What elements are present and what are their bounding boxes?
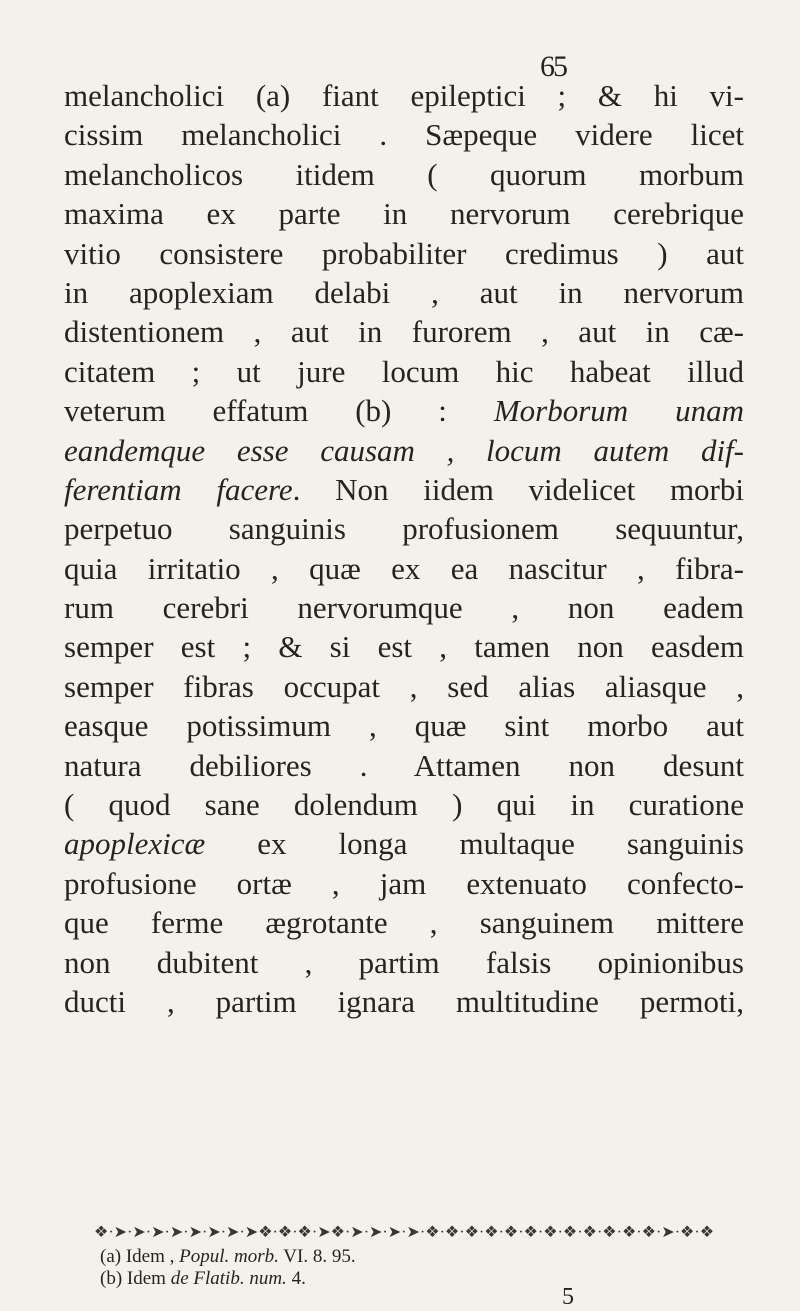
text-line [64,549,744,588]
text-line [64,627,744,666]
text-line-segment: ex longa multaque sanguinis [205,826,744,862]
text-line [64,943,744,982]
text-line-segment: rum cerebri nervorumque , non eadem [64,590,744,626]
text-line [64,194,744,233]
text-line [64,746,744,785]
text-line-segment: ducti , partim ignara multitudine permoti, [64,983,744,1019]
text-line [64,312,744,351]
text-line-segment: cissim melancholici . Sæpeque videre licet [64,117,744,153]
text-line-segment: natura debiliores . Attamen non desunt [64,747,744,783]
text-line [64,785,744,824]
text-line-segment: ( quod sane dolendum ) qui in curatione [64,787,744,823]
text-line-segment: . Non iidem videlicet morbi [292,471,744,507]
text-line [64,155,744,194]
text-line-segment: easque potissimum , quæ sint morbo aut [64,708,744,744]
text-line-segment: distentionem , aut in furorem , aut in cæ- [64,314,744,350]
text-line [64,76,744,115]
footnote-segment: de Flatib. num. [170,1268,287,1289]
text-line-segment: quia irritatio , quæ ex ea nascitur , fibra- [64,550,744,586]
body-text [64,76,744,1021]
page-number: 65 [540,50,566,83]
footnote-segment: 4. [286,1268,306,1289]
text-line [64,391,744,430]
text-line-segment: maxima ex parte in nervorum cerebrique [64,196,744,232]
footnote-segment: Popul. morb. [179,1246,279,1267]
text-line-segment: semper est ; & si est , tamen non easdem [64,629,744,665]
text-line-segment: apoplexicæ [64,826,206,862]
text-line [64,864,744,903]
text-line-segment: citatem ; ut jure locum hic habeat illud [64,353,744,389]
text-line-segment: melancholici (a) fiant epileptici ; & hi vi- [64,78,744,113]
text-line [64,706,744,745]
signature-mark: 5 [562,1284,574,1310]
text-line [64,824,744,863]
text-line-segment: veterum effatum (b) : [64,393,494,429]
text-line-segment: Morborum unam [493,393,744,429]
text-line-segment: eandemque esse causam , locum autem dif- [64,432,744,468]
text-line [64,273,744,312]
text-line-segment: in apoplexiam delabi , aut in nervorum [64,274,744,310]
footnote-segment: (b) Idem [100,1268,171,1289]
text-line [64,903,744,942]
text-line-segment: perpetuo sanguinis profusionem sequuntur, [64,511,744,547]
text-line [64,470,744,509]
text-line-segment: que ferme ægrotante , sanguinem mittere [64,905,744,941]
text-line-segment: melancholicos itidem ( quorum morbum [64,156,744,192]
text-line-segment: non dubitent , partim falsis opinionibus [64,944,744,980]
footnote-segment: VI. 8. 95. [278,1246,356,1267]
text-line [64,234,744,273]
text-line [64,667,744,706]
footnotes [100,1246,700,1290]
ornament-rule: ❖·➤·➤·➤·➤·➤·➤·➤·➤❖·❖·❖·➤❖·➤·➤·➤·➤·❖·❖·❖·❖·❖·❖·❖·❖·❖·❖·❖·❖·➤·❖·❖ [93,1224,715,1241]
text-line-segment: vitio consistere probabiliter credimus ) aut [64,235,744,271]
footnote [100,1246,700,1268]
text-line [64,352,744,391]
footnote [100,1268,700,1290]
text-line [64,115,744,154]
text-line [64,509,744,548]
text-line [64,431,744,470]
text-line-segment: profusione ortæ , jam extenuato confecto- [64,865,744,901]
text-line [64,588,744,627]
text-line-segment: semper fibras occupat , sed alias aliasque , [64,668,744,704]
text-line-segment: ferentiam facere [64,471,293,507]
text-line [64,982,744,1021]
footnote-segment: (a) Idem , [100,1246,180,1267]
